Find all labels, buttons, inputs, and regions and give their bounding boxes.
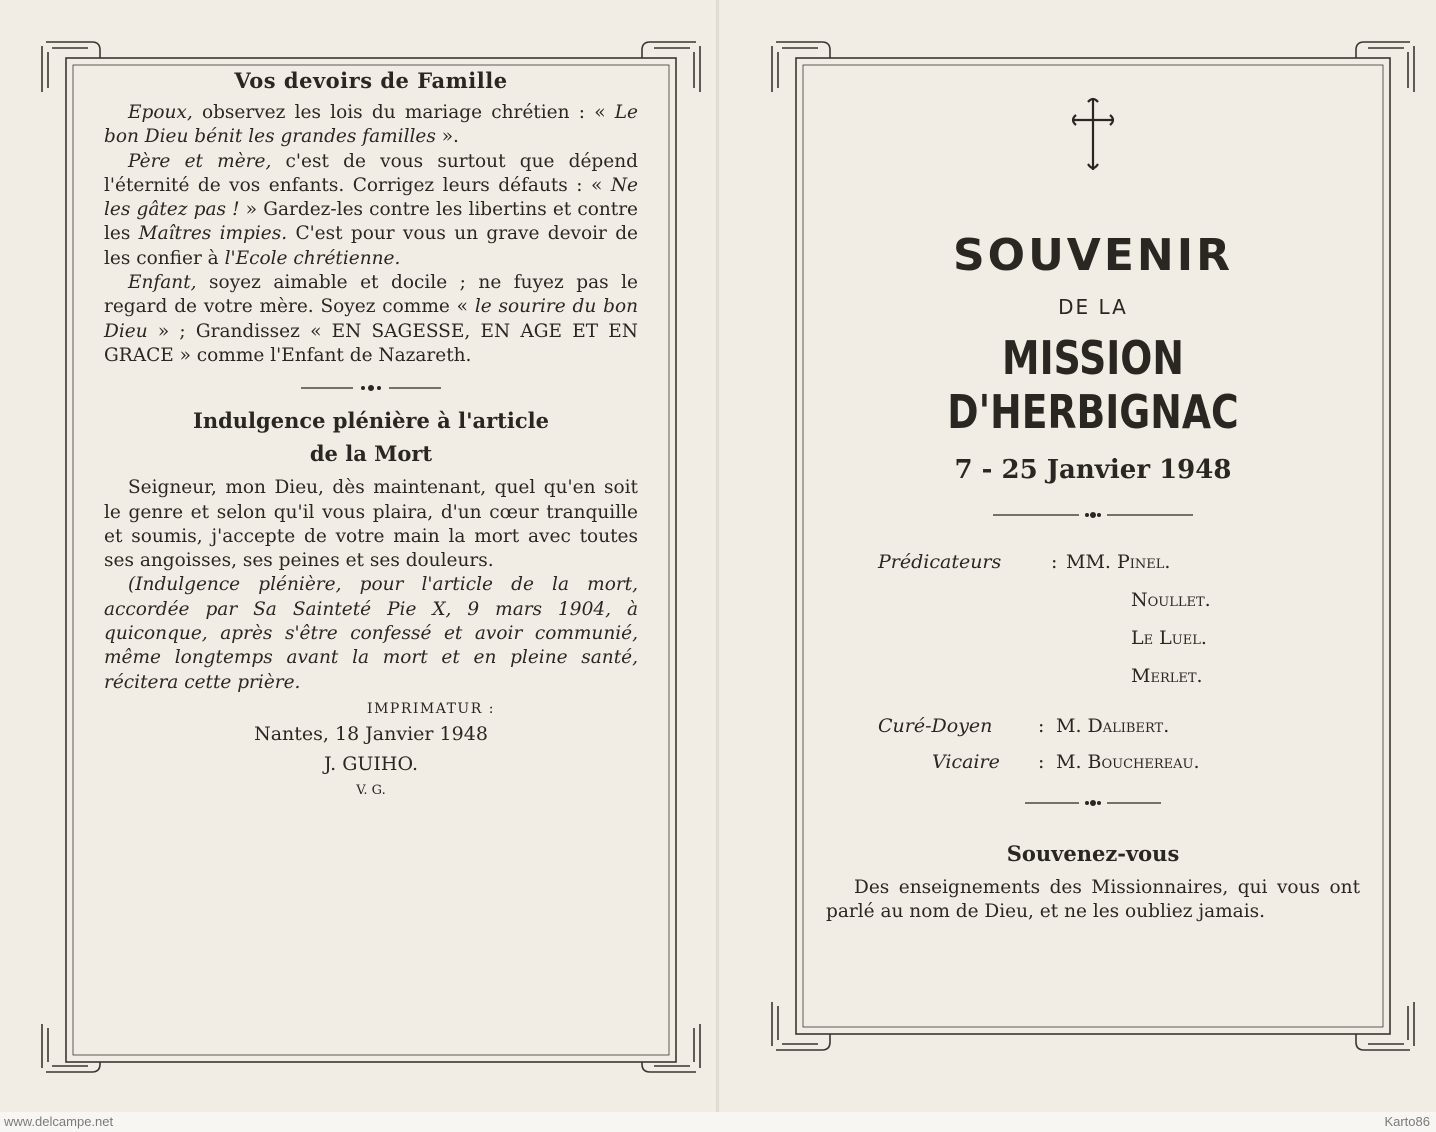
watermark-right: Karto86 <box>1384 1114 1430 1129</box>
cure-label: Curé-Doyen <box>878 715 993 737</box>
indulgence-title-line1: Indulgence plénière à l'article <box>193 408 549 434</box>
divider-ornament-2 <box>993 507 1193 523</box>
souvenez-text: Des enseignements des Missionnaires, qui vous ont parlé au nom de Dieu, et ne les oubliez jamais. <box>826 877 1360 923</box>
family-duties-paragraph <box>104 150 638 271</box>
vicaire-name: M. Bouchereau. <box>1056 751 1200 773</box>
imprimatur-block <box>104 701 638 798</box>
mission-title: MISSION D'HERBIGNAC <box>947 331 1239 439</box>
predicateur-1: MM. Pinel. <box>1066 551 1171 573</box>
souvenez-title: Souvenez-vous <box>1006 841 1180 866</box>
text-run: C'est pour vous un grave devoir de les confier à <box>104 223 639 269</box>
predicateur-3: Le Luel. <box>1131 627 1207 649</box>
text-run: soyez aimable et docile ; ne fuyez pas le regard de votre mère. Soyez comme « <box>104 272 638 318</box>
text-run: Le bon Dieu bénit les grandes familles <box>104 102 638 148</box>
predicateur-2: Noullet. <box>1131 589 1211 611</box>
text-run: ». <box>435 126 459 148</box>
text-run: Ne les gâtez pas ! <box>104 174 638 221</box>
de-la-text: DE LA <box>1058 295 1128 319</box>
imprimatur-place-date: Nantes, 18 Janvier 1948 <box>254 722 488 745</box>
text-run: l'Ecole chrétienne. <box>224 247 401 269</box>
left-panel <box>104 68 638 798</box>
imprimatur-title: V. G. <box>356 782 386 798</box>
text-run: observez les lois du mariage chrétien : « <box>192 102 615 123</box>
vicaire-label: Vicaire <box>932 751 1000 773</box>
text-run: le sourire du bon Dieu <box>104 296 638 342</box>
watermark-bar <box>0 1112 1436 1132</box>
text-run: Epoux, <box>128 102 193 123</box>
mission-dates: 7 - 25 Janvier 1948 <box>954 455 1232 485</box>
indulgence-note: (Indulgence plénière, pour l'article de la mort, accordée par Sa Sainteté Pie X, 9 mars 1904, à quiconque, après s'être confessé et avoir communié, même longtemps avant la mort et en pleine santé, récitera cette prière. <box>104 574 638 693</box>
right-panel <box>826 94 1360 925</box>
family-duties-text <box>104 101 638 368</box>
divider-ornament-3 <box>1025 795 1161 811</box>
cross-icon <box>1068 94 1118 174</box>
text-run: Enfant, <box>128 272 197 294</box>
divider-ornament <box>301 380 441 396</box>
text-run: c'est de vous surtout que dépend l'éternité de vos enfants. Corrigez leurs défauts : « <box>104 150 638 196</box>
text-run: » Gardez-les contre les libertins et contre les <box>104 199 638 245</box>
indulgence-prayer: Seigneur, mon Dieu, dès maintenant, quel qu'en soit le genre et selon qu'il vous plaira, d'un cœur tranquille et soumis, j'accepte de votre main la mort avec toutes ses angoisses, ses peines et ses douleurs. <box>104 477 638 572</box>
imprimatur-label: IMPRIMATUR : <box>367 700 495 717</box>
text-run: Père et mère, <box>128 150 272 172</box>
souvenir-title: SOUVENIR <box>952 230 1233 281</box>
text-run: Maîtres impies. <box>138 223 288 245</box>
family-duties-paragraph <box>104 101 638 150</box>
cure-name: M. Dalibert. <box>1056 715 1170 737</box>
watermark-left: www.delcampe.net <box>4 1114 114 1129</box>
imprimatur-name: J. GUIHO. <box>324 752 418 775</box>
indulgence-title-line2: de la Mort <box>309 441 433 467</box>
predicateur-4: Merlet. <box>1131 665 1203 687</box>
predicateurs-label: Prédicateurs <box>878 551 1002 573</box>
text-run: » ; Grandissez « EN SAGESSE, EN AGE ET EN GRACE » comme l'Enfant de Nazareth. <box>104 320 638 366</box>
family-duties-paragraph <box>104 271 638 368</box>
clergy-list: Prédicateurs : MM. Pinel. Noullet. Le Luel. Merlet. Curé-Doyen : M. Dalibert. Vicaire : M. Bouchereau. <box>878 551 1211 773</box>
family-duties-title: Vos devoirs de Famille <box>234 68 508 93</box>
